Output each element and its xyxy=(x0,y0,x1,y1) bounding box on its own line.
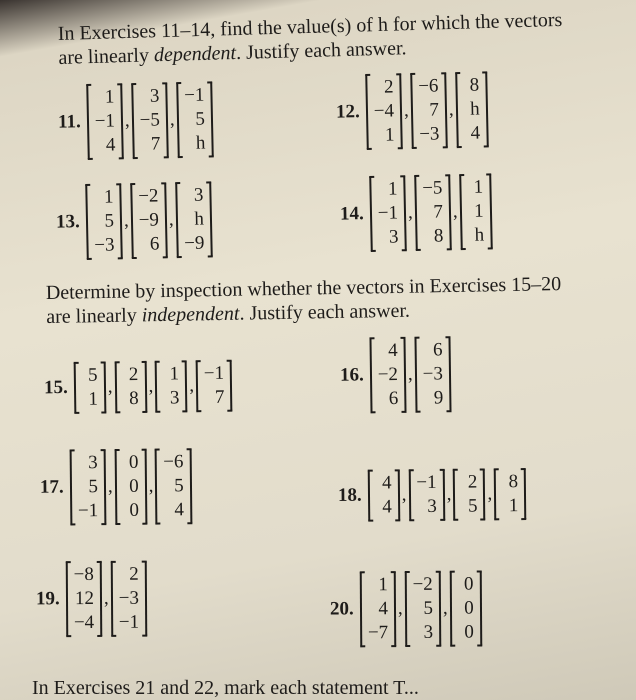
separator-comma: , xyxy=(403,100,409,122)
vector-entry: 1 xyxy=(88,388,99,410)
intro-paragraph-2 xyxy=(46,271,627,329)
vector-entry: −1 xyxy=(377,202,399,224)
vector-entry: −2 xyxy=(412,573,433,595)
vector xyxy=(114,362,147,412)
vector-entry: 3 xyxy=(88,452,98,474)
exercise-14 xyxy=(339,174,492,251)
exercise-number: 16. xyxy=(339,364,364,386)
exercise-number: 20. xyxy=(329,598,354,620)
vector-entry: −6 xyxy=(417,75,439,97)
exercise-18 xyxy=(338,469,527,521)
vector-entry: 9 xyxy=(433,387,444,409)
vector-entry: 8 xyxy=(469,74,480,96)
vector-entry: 5 xyxy=(104,210,115,232)
vector-entry: 3 xyxy=(193,184,204,206)
vector xyxy=(404,572,441,646)
exercise-20 xyxy=(330,571,482,646)
vector-entry: h xyxy=(194,208,205,230)
vector-entry: −4 xyxy=(373,100,395,122)
vector xyxy=(365,74,403,149)
vector xyxy=(414,337,451,411)
vector-entry: h xyxy=(469,98,480,120)
vector-entry: 4 xyxy=(378,598,389,620)
vector-entry: 0 xyxy=(129,475,139,497)
vector-entry: 1 xyxy=(384,124,395,146)
vector-entry: 2 xyxy=(383,76,394,98)
intro-1-line-2-pre: are linearly xyxy=(58,44,155,69)
exercise-number: 11. xyxy=(57,111,81,133)
vector-entry: 1 xyxy=(378,574,388,596)
vector-entry: −1 xyxy=(416,471,437,494)
vector-entry: 6 xyxy=(149,233,160,255)
vector xyxy=(176,82,214,157)
vector-entry: 4 xyxy=(387,339,398,362)
exercise-number: 13. xyxy=(55,211,80,233)
vector-entry: 3 xyxy=(388,226,399,248)
separator-comma: , xyxy=(189,375,195,397)
separator-comma: , xyxy=(107,476,113,498)
vector-entry: −1 xyxy=(94,110,116,132)
vector xyxy=(155,361,188,411)
vector xyxy=(175,182,213,257)
intro-1-line-2-post: . Justify each answer. xyxy=(235,37,407,64)
vector xyxy=(410,73,448,148)
separator-comma: , xyxy=(407,202,413,224)
vector-entry: 0 xyxy=(463,573,474,595)
vector xyxy=(359,572,396,646)
vector xyxy=(130,183,168,258)
vector xyxy=(85,184,123,259)
exercise-11 xyxy=(57,82,213,159)
vector-entry: 5 xyxy=(467,495,478,517)
separator-comma: , xyxy=(407,363,413,385)
vector-entry: 2 xyxy=(467,471,478,493)
vector xyxy=(449,571,482,645)
vector-entry: 1 xyxy=(473,176,484,198)
vector-entry: −1 xyxy=(77,500,99,522)
exercise-number: 15. xyxy=(43,376,68,399)
vector-entry: −5 xyxy=(139,109,161,131)
intro-2-line-1: Determine by inspection whether the vectors in Exercises 15–20 xyxy=(45,273,562,305)
vector-entry: 7 xyxy=(214,386,225,408)
vector xyxy=(459,174,493,249)
intro-2-line-2-post: . Justify each answer. xyxy=(239,299,411,325)
vector-entry: 0 xyxy=(129,499,140,521)
vector xyxy=(367,470,400,520)
vector-entry: 7 xyxy=(429,99,440,121)
vector-entry: 1 xyxy=(169,363,180,385)
exercise-17 xyxy=(40,449,192,525)
exercise-number: 17. xyxy=(39,476,64,498)
separator-comma: , xyxy=(397,598,403,620)
separator-comma: , xyxy=(442,597,448,619)
vector-entry: 1 xyxy=(104,86,115,108)
vector-entry: 0 xyxy=(464,597,474,619)
exercise-16 xyxy=(339,337,451,413)
separator-comma: , xyxy=(487,483,493,505)
separator-comma: , xyxy=(103,587,109,609)
intro-2-emphasis: independent xyxy=(141,302,240,327)
vector-entry: 7 xyxy=(150,133,161,155)
vector-entry: 8 xyxy=(129,387,139,410)
vector-entry: 12 xyxy=(74,587,95,610)
exercise-number: 18. xyxy=(337,484,362,506)
exercise-number: 12. xyxy=(335,101,360,123)
vector-entry: −1 xyxy=(183,84,205,106)
vector xyxy=(73,362,106,412)
vector-entry: h xyxy=(474,224,485,246)
separator-comma: , xyxy=(169,109,175,131)
vector-entry: 5 xyxy=(87,364,98,386)
vector-entry: 8 xyxy=(433,225,444,247)
vector xyxy=(369,176,407,251)
exercise-15 xyxy=(44,361,233,414)
vector-entry: 4 xyxy=(382,496,392,518)
vector-entry: 2 xyxy=(129,563,139,585)
vector-entry: 0 xyxy=(464,621,474,643)
vector-entry: 4 xyxy=(470,122,481,144)
vector-entry: −3 xyxy=(118,587,140,609)
vector xyxy=(110,562,147,636)
exercise-number: 19. xyxy=(35,588,60,610)
vector-entry: 1 xyxy=(103,186,114,208)
vector-entry: 6 xyxy=(432,339,443,361)
vector-entry: −5 xyxy=(421,177,443,199)
separator-comma: , xyxy=(107,376,113,398)
vector-entry: −8 xyxy=(73,563,94,586)
exercise-number: 14. xyxy=(339,203,364,225)
vector-entry: −3 xyxy=(418,123,440,145)
footer-text: In Exercises 21 and 22, mark each statement T... xyxy=(32,677,419,699)
vector xyxy=(408,470,445,520)
vector-entry: 3 xyxy=(169,387,180,409)
vector-entry: −3 xyxy=(94,234,115,256)
vector-entry: 0 xyxy=(128,451,139,473)
separator-comma: , xyxy=(148,375,154,397)
separator-comma: , xyxy=(123,210,129,232)
vector-entry: 4 xyxy=(105,134,116,156)
intro-1-emphasis: dependent xyxy=(153,41,237,67)
vector-entry: 5 xyxy=(174,475,184,497)
vector xyxy=(455,72,489,147)
vector-entry: h xyxy=(195,132,206,154)
vector-entry: 1 xyxy=(473,200,484,222)
vector xyxy=(114,450,147,524)
exercise-12 xyxy=(335,72,488,149)
vector xyxy=(69,450,106,524)
vector-entry: 4 xyxy=(382,472,392,494)
vector xyxy=(369,338,406,412)
vector-entry: 7 xyxy=(433,201,444,223)
vector-entry: 5 xyxy=(195,108,206,130)
vector-entry: 5 xyxy=(88,476,99,498)
separator-comma: , xyxy=(446,483,452,505)
intro-paragraph-1 xyxy=(57,6,628,70)
intro-2-line-2-pre: are linearly xyxy=(46,304,142,329)
vector xyxy=(494,469,527,519)
separator-comma: , xyxy=(452,201,458,223)
vector xyxy=(131,83,169,158)
vector-entry: 8 xyxy=(508,471,519,493)
vector-entry: −7 xyxy=(367,622,389,644)
vector-entry: −2 xyxy=(137,185,159,207)
separator-comma: , xyxy=(448,99,454,121)
vector-entry: −1 xyxy=(203,362,225,385)
vector-entry: 4 xyxy=(174,499,185,521)
exercise-13 xyxy=(55,182,212,259)
vector-entry: −2 xyxy=(377,363,399,386)
vector-entry: −1 xyxy=(118,611,140,633)
exercise-19 xyxy=(36,562,147,637)
vector-entry: −6 xyxy=(163,451,184,473)
vector-entry: 1 xyxy=(508,495,519,517)
vector-entry: −4 xyxy=(73,611,95,634)
vector-entry: 3 xyxy=(427,495,437,518)
separator-comma: , xyxy=(148,475,154,497)
vector xyxy=(196,361,233,412)
vector-entry: 2 xyxy=(128,363,139,386)
vector xyxy=(86,84,124,159)
separator-comma: , xyxy=(401,484,407,506)
vector-entry: −9 xyxy=(138,209,160,231)
separator-comma: , xyxy=(168,209,174,231)
vector-entry: 3 xyxy=(149,85,160,107)
vector-entry: 5 xyxy=(423,597,434,619)
vector xyxy=(414,175,452,250)
vector xyxy=(453,469,486,519)
vector-entry: −9 xyxy=(183,232,205,254)
vector xyxy=(65,562,102,636)
vector-entry: −3 xyxy=(422,363,444,385)
separator-comma: , xyxy=(124,110,130,132)
vector-entry: 3 xyxy=(423,621,434,643)
vector-entry: 6 xyxy=(388,387,399,410)
intro-1-line-1: In Exercises 11–14, find the value(s) of h for which the vectors xyxy=(57,8,563,45)
vector xyxy=(155,449,192,523)
vector-entry: 1 xyxy=(387,178,398,200)
